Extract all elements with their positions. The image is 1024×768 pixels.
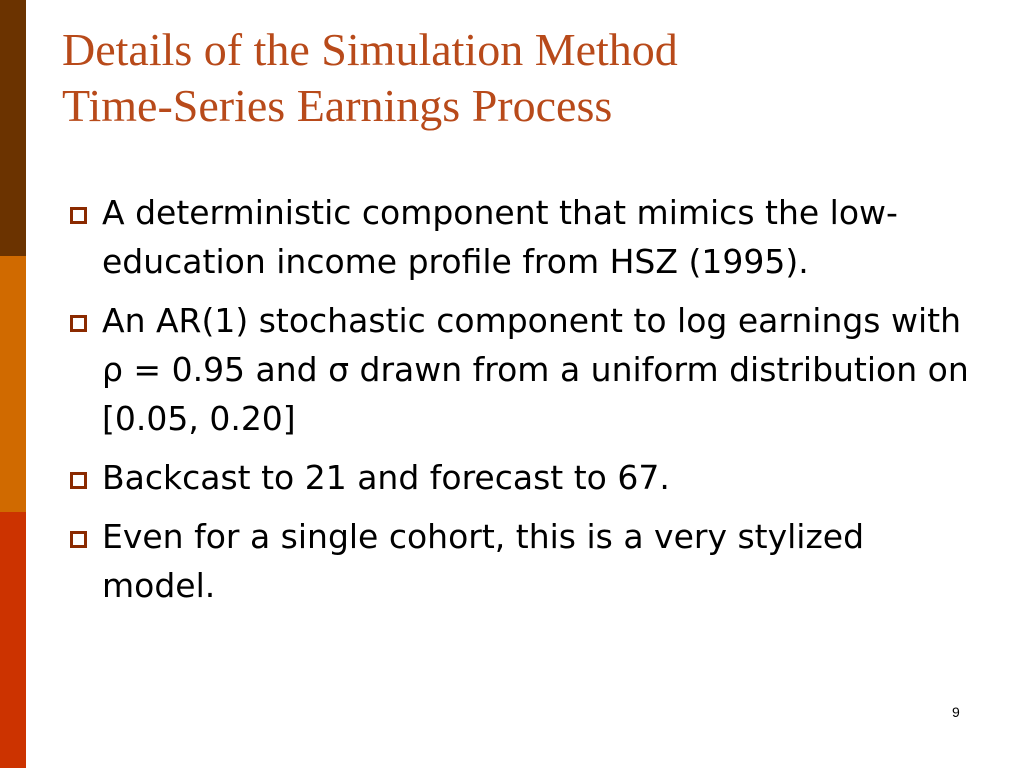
bullet-item [66, 188, 976, 286]
sidebar-middle-band [0, 256, 26, 512]
sidebar-bottom-band [0, 512, 26, 768]
square-bullet-icon [70, 315, 87, 332]
bullet-text: An AR(1) stochastic component to log earnings with ρ = 0.95 and σ drawn from a uniform distribution on [0.05, 0.20] [102, 301, 969, 438]
sidebar-top-band [0, 0, 26, 256]
title-line-1: Details of the Simulation Method [62, 24, 678, 75]
square-bullet-icon [70, 207, 87, 224]
bullet-item [66, 512, 976, 610]
bullet-item [66, 453, 976, 502]
bullet-text: Backcast to 21 and forecast to 67. [102, 458, 670, 497]
bullet-text: A deterministic component that mimics the low-education income profile from HSZ (1995). [102, 193, 898, 281]
bullet-item [66, 296, 976, 443]
bullet-text: Even for a single cohort, this is a very stylized model. [102, 517, 865, 605]
bullet-list [66, 188, 976, 620]
square-bullet-icon [70, 531, 87, 548]
slide-title [62, 22, 982, 134]
title-line-2: Time-Series Earnings Process [62, 80, 613, 131]
square-bullet-icon [70, 472, 87, 489]
page-number: 9 [952, 704, 960, 720]
